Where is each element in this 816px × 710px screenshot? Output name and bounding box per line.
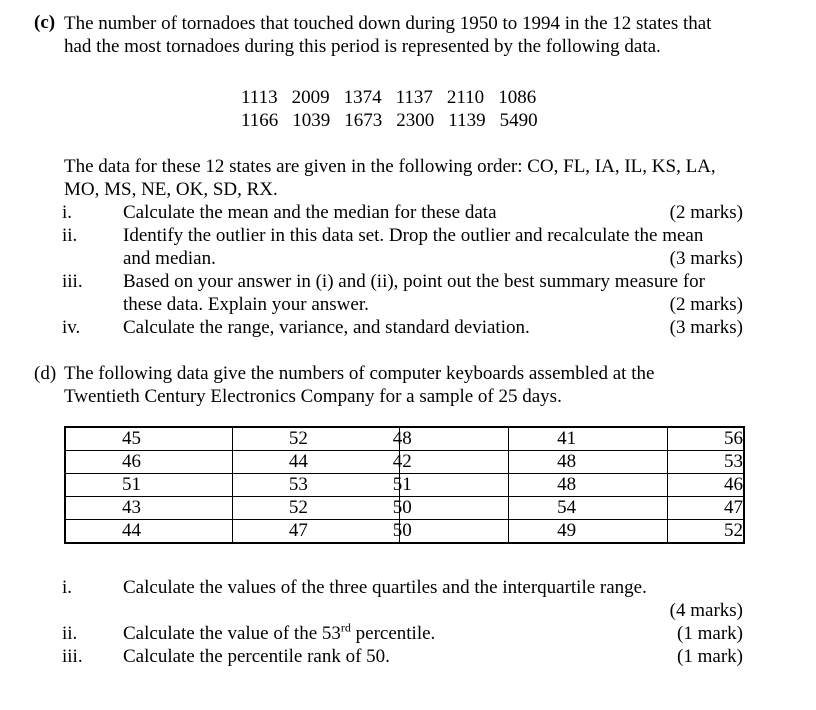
table-cell: 44 [65, 520, 232, 544]
table-row [65, 427, 744, 451]
data-value: 1039 [292, 110, 331, 131]
d-item-marks: (4 marks) [669, 600, 743, 621]
table-cell: 53 [668, 451, 745, 474]
data-value: 2300 [396, 110, 435, 131]
table-cell: 47 [668, 497, 745, 520]
d-item-text: Calculate the percentile rank of 50. [123, 646, 390, 667]
data-value: 2009 [291, 87, 330, 108]
c-item-marks: (3 marks) [669, 317, 743, 338]
d-item-text: Calculate the value of the 53rd percentile. [123, 620, 436, 644]
table-cell: 52 [668, 520, 745, 544]
state-order-line2: MO, MS, NE, OK, SD, RX. [64, 179, 278, 200]
c-item-text: Identify the outlier in this data set. Drop the outlier and recalculate the mean [123, 225, 704, 246]
c-item-text-cont: these data. Explain your answer. [123, 294, 369, 315]
table-row [65, 474, 744, 497]
d-item-marks: (1 mark) [677, 623, 743, 644]
part-d-label: (d) [34, 363, 57, 384]
d-item-num: iii. [62, 646, 83, 667]
part-d-intro-line1: The following data give the numbers of computer keyboards assembled at the [64, 363, 655, 384]
part-d-intro-line2: Twentieth Century Electronics Company for a sample of 25 days. [64, 386, 562, 407]
data-value: 1139 [448, 110, 486, 131]
table-cell: 50 [399, 520, 508, 544]
table-cell: 49 [509, 520, 668, 544]
c-item-text: Calculate the range, variance, and standard deviation. [123, 317, 530, 338]
c-item-text-cont: and median. [123, 248, 216, 269]
table-cell: 50 [399, 497, 508, 520]
d-item-marks: (1 mark) [677, 646, 743, 667]
data-value: 2110 [446, 87, 485, 108]
table-row [65, 497, 744, 520]
c-item-num: iii. [62, 271, 83, 292]
table-cell: 51 [399, 474, 508, 497]
c-item-marks: (3 marks) [669, 248, 743, 269]
table-cell: 56 [668, 427, 745, 451]
table-cell: 46 [65, 451, 232, 474]
state-order-line1: The data for these 12 states are given in the following order: CO, FL, IA, IL, KS, LA, [64, 156, 716, 177]
c-item-text: Calculate the mean and the median for these data [123, 202, 497, 223]
data-value: 5490 [499, 110, 538, 131]
c-item-num: i. [62, 202, 73, 223]
table-cell: 52 [232, 497, 399, 520]
table-cell: 51 [65, 474, 232, 497]
part-c-intro-line2: had the most tornadoes during this period is represented by the following data. [64, 36, 661, 57]
tornado-data-row-1 [241, 86, 536, 109]
d-item-num: ii. [62, 623, 78, 644]
data-value: 1673 [344, 110, 383, 131]
table-cell: 44 [232, 451, 399, 474]
c-item-marks: (2 marks) [669, 294, 743, 315]
table-cell: 47 [232, 520, 399, 544]
table-cell: 45 [65, 427, 232, 451]
c-item-num: ii. [62, 225, 78, 246]
data-value: 1374 [343, 87, 382, 108]
part-c-intro-line1: The number of tornadoes that touched down during 1950 to 1994 in the 12 states that [64, 13, 712, 34]
table-cell: 48 [399, 427, 508, 451]
d-item-text: Calculate the values of the three quartiles and the interquartile range. [123, 577, 647, 598]
data-value: 1113 [241, 87, 278, 108]
table-cell: 48 [509, 451, 668, 474]
table-cell: 52 [232, 427, 399, 451]
table-cell: 46 [668, 474, 745, 497]
table-cell: 41 [509, 427, 668, 451]
c-item-text: Based on your answer in (i) and (ii), point out the best summary measure for [123, 271, 705, 292]
part-c-label: (c) [34, 12, 56, 33]
data-value: 1137 [395, 87, 433, 108]
table-cell: 43 [65, 497, 232, 520]
table-row [65, 520, 744, 544]
c-item-marks: (2 marks) [669, 202, 743, 223]
tornado-data-row-2 [241, 109, 538, 132]
d-item-num: i. [62, 577, 73, 598]
data-value: 1166 [241, 110, 279, 131]
keyboard-data-table [64, 426, 745, 544]
c-item-num: iv. [62, 317, 81, 338]
table-cell: 42 [399, 451, 508, 474]
data-value: 1086 [498, 87, 537, 108]
table-cell: 48 [509, 474, 668, 497]
table-cell: 54 [509, 497, 668, 520]
table-cell: 53 [232, 474, 399, 497]
table-row [65, 451, 744, 474]
